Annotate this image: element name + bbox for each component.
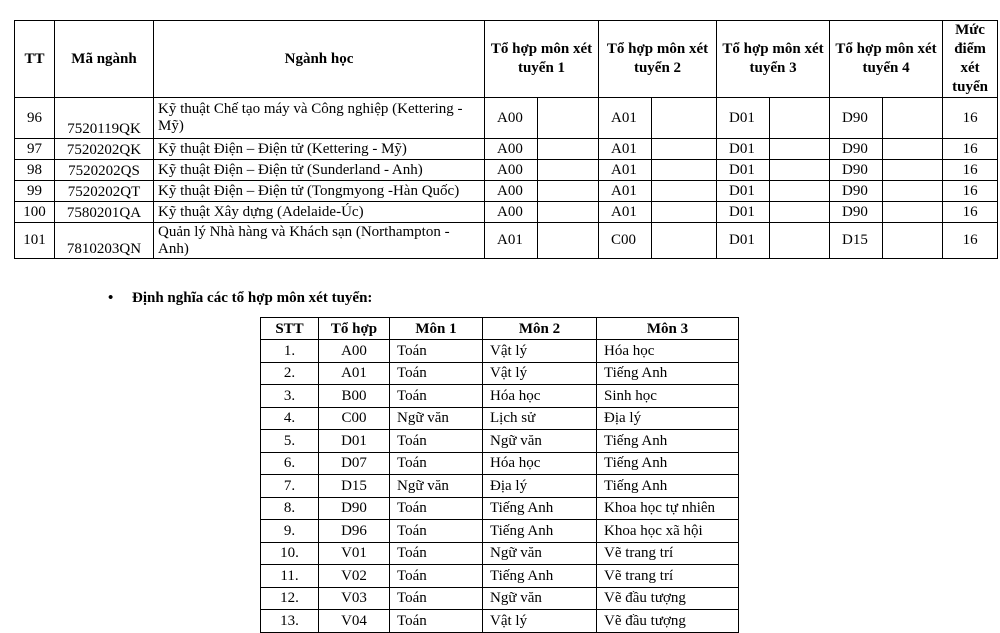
combo-subject-3: Hóa học [597,340,739,363]
admission-score: 16 [943,223,998,259]
combo-row [261,340,739,363]
row-number: 98 [15,160,55,181]
combo-row [261,475,739,498]
combo-3-extra [770,139,830,160]
combo-header-stt: STT [261,318,319,340]
combo-stt: 6. [261,452,319,475]
header-score: Mức điểm xét tuyển [943,21,998,98]
combo-4-extra [883,181,943,202]
combo-3-extra [770,181,830,202]
combo-stt: 4. [261,407,319,430]
combo-header-code: Tổ hợp [319,318,390,340]
header-tt: TT [15,21,55,98]
combo-subject-1: Toán [390,610,483,633]
table-row [15,223,998,259]
combo-stt: 2. [261,362,319,385]
combo-row [261,452,739,475]
combo-row [261,587,739,610]
combo-row [261,542,739,565]
combo-code: D07 [319,452,390,475]
major-code: 7520119QK [55,98,154,139]
combo-subject-2: Địa lý [483,475,597,498]
combination-definition-table [260,317,739,633]
major-code: 7580201QA [55,202,154,223]
combo-subject-1: Toán [390,542,483,565]
combo-header-subject-3: Môn 3 [597,318,739,340]
combo-header-subject-2: Môn 2 [483,318,597,340]
combo-row [261,362,739,385]
combo-3: D01 [717,98,770,139]
combo-header-row [261,318,739,340]
table-row [15,202,998,223]
combo-subject-1: Toán [390,362,483,385]
combo-subject-3: Tiếng Anh [597,452,739,475]
definitions-heading [108,290,372,307]
combo-2: C00 [599,223,652,259]
combo-subject-2: Ngữ văn [483,587,597,610]
table-row [15,98,998,139]
combo-subject-3: Vẽ trang trí [597,542,739,565]
header-combo-1: Tổ hợp môn xét tuyển 1 [485,21,599,98]
major-name: Kỹ thuật Chế tạo máy và Công nghiệp (Kettering - Mỹ) [154,98,485,139]
combo-1-extra [538,181,599,202]
combo-subject-2: Lịch sử [483,407,597,430]
combo-row [261,430,739,453]
combo-row [261,520,739,543]
combo-stt: 11. [261,565,319,588]
combo-subject-2: Tiếng Anh [483,520,597,543]
table-row [15,139,998,160]
combo-row [261,497,739,520]
combo-stt: 10. [261,542,319,565]
combo-subject-2: Tiếng Anh [483,497,597,520]
combo-code: B00 [319,385,390,408]
combo-3-extra [770,160,830,181]
combo-stt: 9. [261,520,319,543]
combo-subject-2: Vật lý [483,340,597,363]
combo-subject-1: Toán [390,340,483,363]
combo-1: A00 [485,98,538,139]
combo-subject-1: Toán [390,565,483,588]
combo-subject-1: Toán [390,452,483,475]
admission-score: 16 [943,160,998,181]
combo-2-extra [652,160,717,181]
combo-3: D01 [717,160,770,181]
header-combo-2: Tổ hợp môn xét tuyển 2 [599,21,717,98]
table-header-row [15,21,998,98]
combo-4: D90 [830,160,883,181]
table-row [15,181,998,202]
combo-code: V01 [319,542,390,565]
row-number: 99 [15,181,55,202]
major-code: 7810203QN [55,223,154,259]
combo-4: D15 [830,223,883,259]
combo-subject-2: Vật lý [483,362,597,385]
admission-score: 16 [943,202,998,223]
combo-1-extra [538,223,599,259]
combo-subject-2: Tiếng Anh [483,565,597,588]
combo-stt: 7. [261,475,319,498]
row-number: 101 [15,223,55,259]
combo-subject-1: Toán [390,430,483,453]
combo-3: D01 [717,181,770,202]
combo-3: D01 [717,139,770,160]
combo-stt: 8. [261,497,319,520]
combo-code: V02 [319,565,390,588]
combo-code: D96 [319,520,390,543]
combo-subject-2: Ngữ văn [483,430,597,453]
combo-4-extra [883,160,943,181]
combo-3-extra [770,223,830,259]
combo-header-subject-1: Môn 1 [390,318,483,340]
table-row [15,160,998,181]
combo-row [261,407,739,430]
combo-4: D90 [830,139,883,160]
combo-code: V04 [319,610,390,633]
combo-1-extra [538,160,599,181]
combo-subject-1: Toán [390,385,483,408]
combo-2: A01 [599,181,652,202]
combo-1-extra [538,139,599,160]
major-name: Kỹ thuật Điện – Điện tử (Sunderland - Anh) [154,160,485,181]
combo-subject-3: Khoa học xã hội [597,520,739,543]
combo-code: A01 [319,362,390,385]
combo-subject-2: Vật lý [483,610,597,633]
combo-1: A00 [485,202,538,223]
combo-2-extra [652,202,717,223]
combo-4-extra [883,223,943,259]
combo-2-extra [652,98,717,139]
major-name: Quản lý Nhà hàng và Khách sạn (Northampton - Anh) [154,223,485,259]
combo-subject-3: Khoa học tự nhiên [597,497,739,520]
header-combo-4: Tổ hợp môn xét tuyển 4 [830,21,943,98]
combo-3: D01 [717,223,770,259]
combo-code: V03 [319,587,390,610]
header-major-code: Mã ngành [55,21,154,98]
combo-1: A01 [485,223,538,259]
combo-2-extra [652,139,717,160]
combo-4: D90 [830,181,883,202]
major-code: 7520202QK [55,139,154,160]
combo-subject-2: Ngữ văn [483,542,597,565]
combo-subject-1: Toán [390,497,483,520]
row-number: 100 [15,202,55,223]
major-name: Kỹ thuật Xây dựng (Adelaide-Úc) [154,202,485,223]
combo-row [261,385,739,408]
combo-subject-3: Tiếng Anh [597,362,739,385]
combo-subject-3: Vẽ đầu tượng [597,610,739,633]
combo-code: D01 [319,430,390,453]
header-combo-3: Tổ hợp môn xét tuyển 3 [717,21,830,98]
combo-row [261,610,739,633]
combo-stt: 13. [261,610,319,633]
combo-stt: 3. [261,385,319,408]
combo-1: A00 [485,181,538,202]
combo-subject-2: Hóa học [483,385,597,408]
admission-score: 16 [943,139,998,160]
row-number: 97 [15,139,55,160]
combo-code: A00 [319,340,390,363]
admission-score: 16 [943,181,998,202]
combo-3-extra [770,202,830,223]
combo-subject-3: Vẽ đầu tượng [597,587,739,610]
combo-subject-1: Ngữ văn [390,407,483,430]
combo-stt: 5. [261,430,319,453]
combo-stt: 1. [261,340,319,363]
combo-4-extra [883,98,943,139]
combo-2: A01 [599,98,652,139]
bullet-icon: • [108,290,114,306]
combo-subject-3: Vẽ trang trí [597,565,739,588]
combo-2-extra [652,181,717,202]
combo-subject-2: Hóa học [483,452,597,475]
major-name: Kỹ thuật Điện – Điện tử (Tongmyong -Hàn Quốc) [154,181,485,202]
combo-subject-1: Toán [390,587,483,610]
combo-subject-3: Tiếng Anh [597,475,739,498]
major-code: 7520202QT [55,181,154,202]
combo-subject-1: Toán [390,520,483,543]
combo-3: D01 [717,202,770,223]
combo-1-extra [538,98,599,139]
combo-4: D90 [830,202,883,223]
combo-2-extra [652,223,717,259]
admission-score-table [14,20,998,259]
major-name: Kỹ thuật Điện – Điện tử (Kettering - Mỹ) [154,139,485,160]
combo-subject-3: Sinh học [597,385,739,408]
combo-1: A00 [485,139,538,160]
header-major-name: Ngành học [154,21,485,98]
admission-score: 16 [943,98,998,139]
combo-subject-1: Ngữ văn [390,475,483,498]
combo-row [261,565,739,588]
combo-subject-3: Địa lý [597,407,739,430]
combo-3-extra [770,98,830,139]
combo-subject-3: Tiếng Anh [597,430,739,453]
major-code: 7520202QS [55,160,154,181]
definitions-heading-text: Định nghĩa các tổ hợp môn xét tuyển: [132,290,373,306]
combo-4: D90 [830,98,883,139]
combo-4-extra [883,139,943,160]
combo-2: A01 [599,160,652,181]
row-number: 96 [15,98,55,139]
combo-4-extra [883,202,943,223]
combo-code: C00 [319,407,390,430]
combo-stt: 12. [261,587,319,610]
combo-code: D15 [319,475,390,498]
combo-2: A01 [599,202,652,223]
combo-code: D90 [319,497,390,520]
combo-1: A00 [485,160,538,181]
combo-2: A01 [599,139,652,160]
combo-1-extra [538,202,599,223]
